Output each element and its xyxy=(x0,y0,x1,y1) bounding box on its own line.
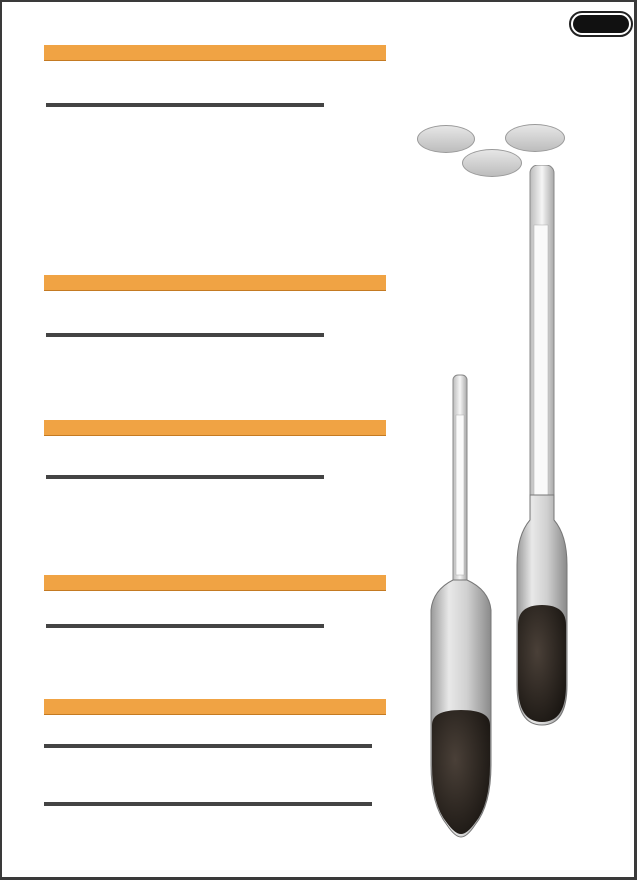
large-hydrometer xyxy=(517,165,567,725)
urinometer-table-frame xyxy=(46,624,324,628)
section-brinometer xyxy=(44,275,386,295)
aviation-table-2-frame xyxy=(44,802,372,806)
aviation-table-1-frame xyxy=(44,744,372,748)
small-hydrometer xyxy=(431,375,491,837)
latexometer-table-frame xyxy=(46,475,324,479)
section-heading-bar xyxy=(44,699,386,715)
page-border-left xyxy=(0,0,2,880)
section-aviation-fuel xyxy=(44,699,386,719)
section-heading-bar xyxy=(44,575,386,591)
page-footer xyxy=(459,860,465,872)
section-urinometer xyxy=(44,575,386,595)
side-category-label xyxy=(612,40,634,180)
section-latexometer xyxy=(44,420,386,440)
hydrometer-illustration xyxy=(395,165,615,855)
section-heading-bar xyxy=(44,420,386,436)
ukas-badge xyxy=(417,125,475,153)
brannan-logo xyxy=(569,11,633,37)
section-heading-bar xyxy=(44,275,386,291)
logo-text xyxy=(573,15,629,33)
section-sea-water xyxy=(44,45,386,65)
sea-water-table-frame xyxy=(46,103,324,107)
section-heading-bar xyxy=(44,45,386,61)
brinometer-table-frame xyxy=(46,333,324,337)
statement-of-conformity-badge xyxy=(505,124,565,152)
page-border-top xyxy=(0,0,637,2)
